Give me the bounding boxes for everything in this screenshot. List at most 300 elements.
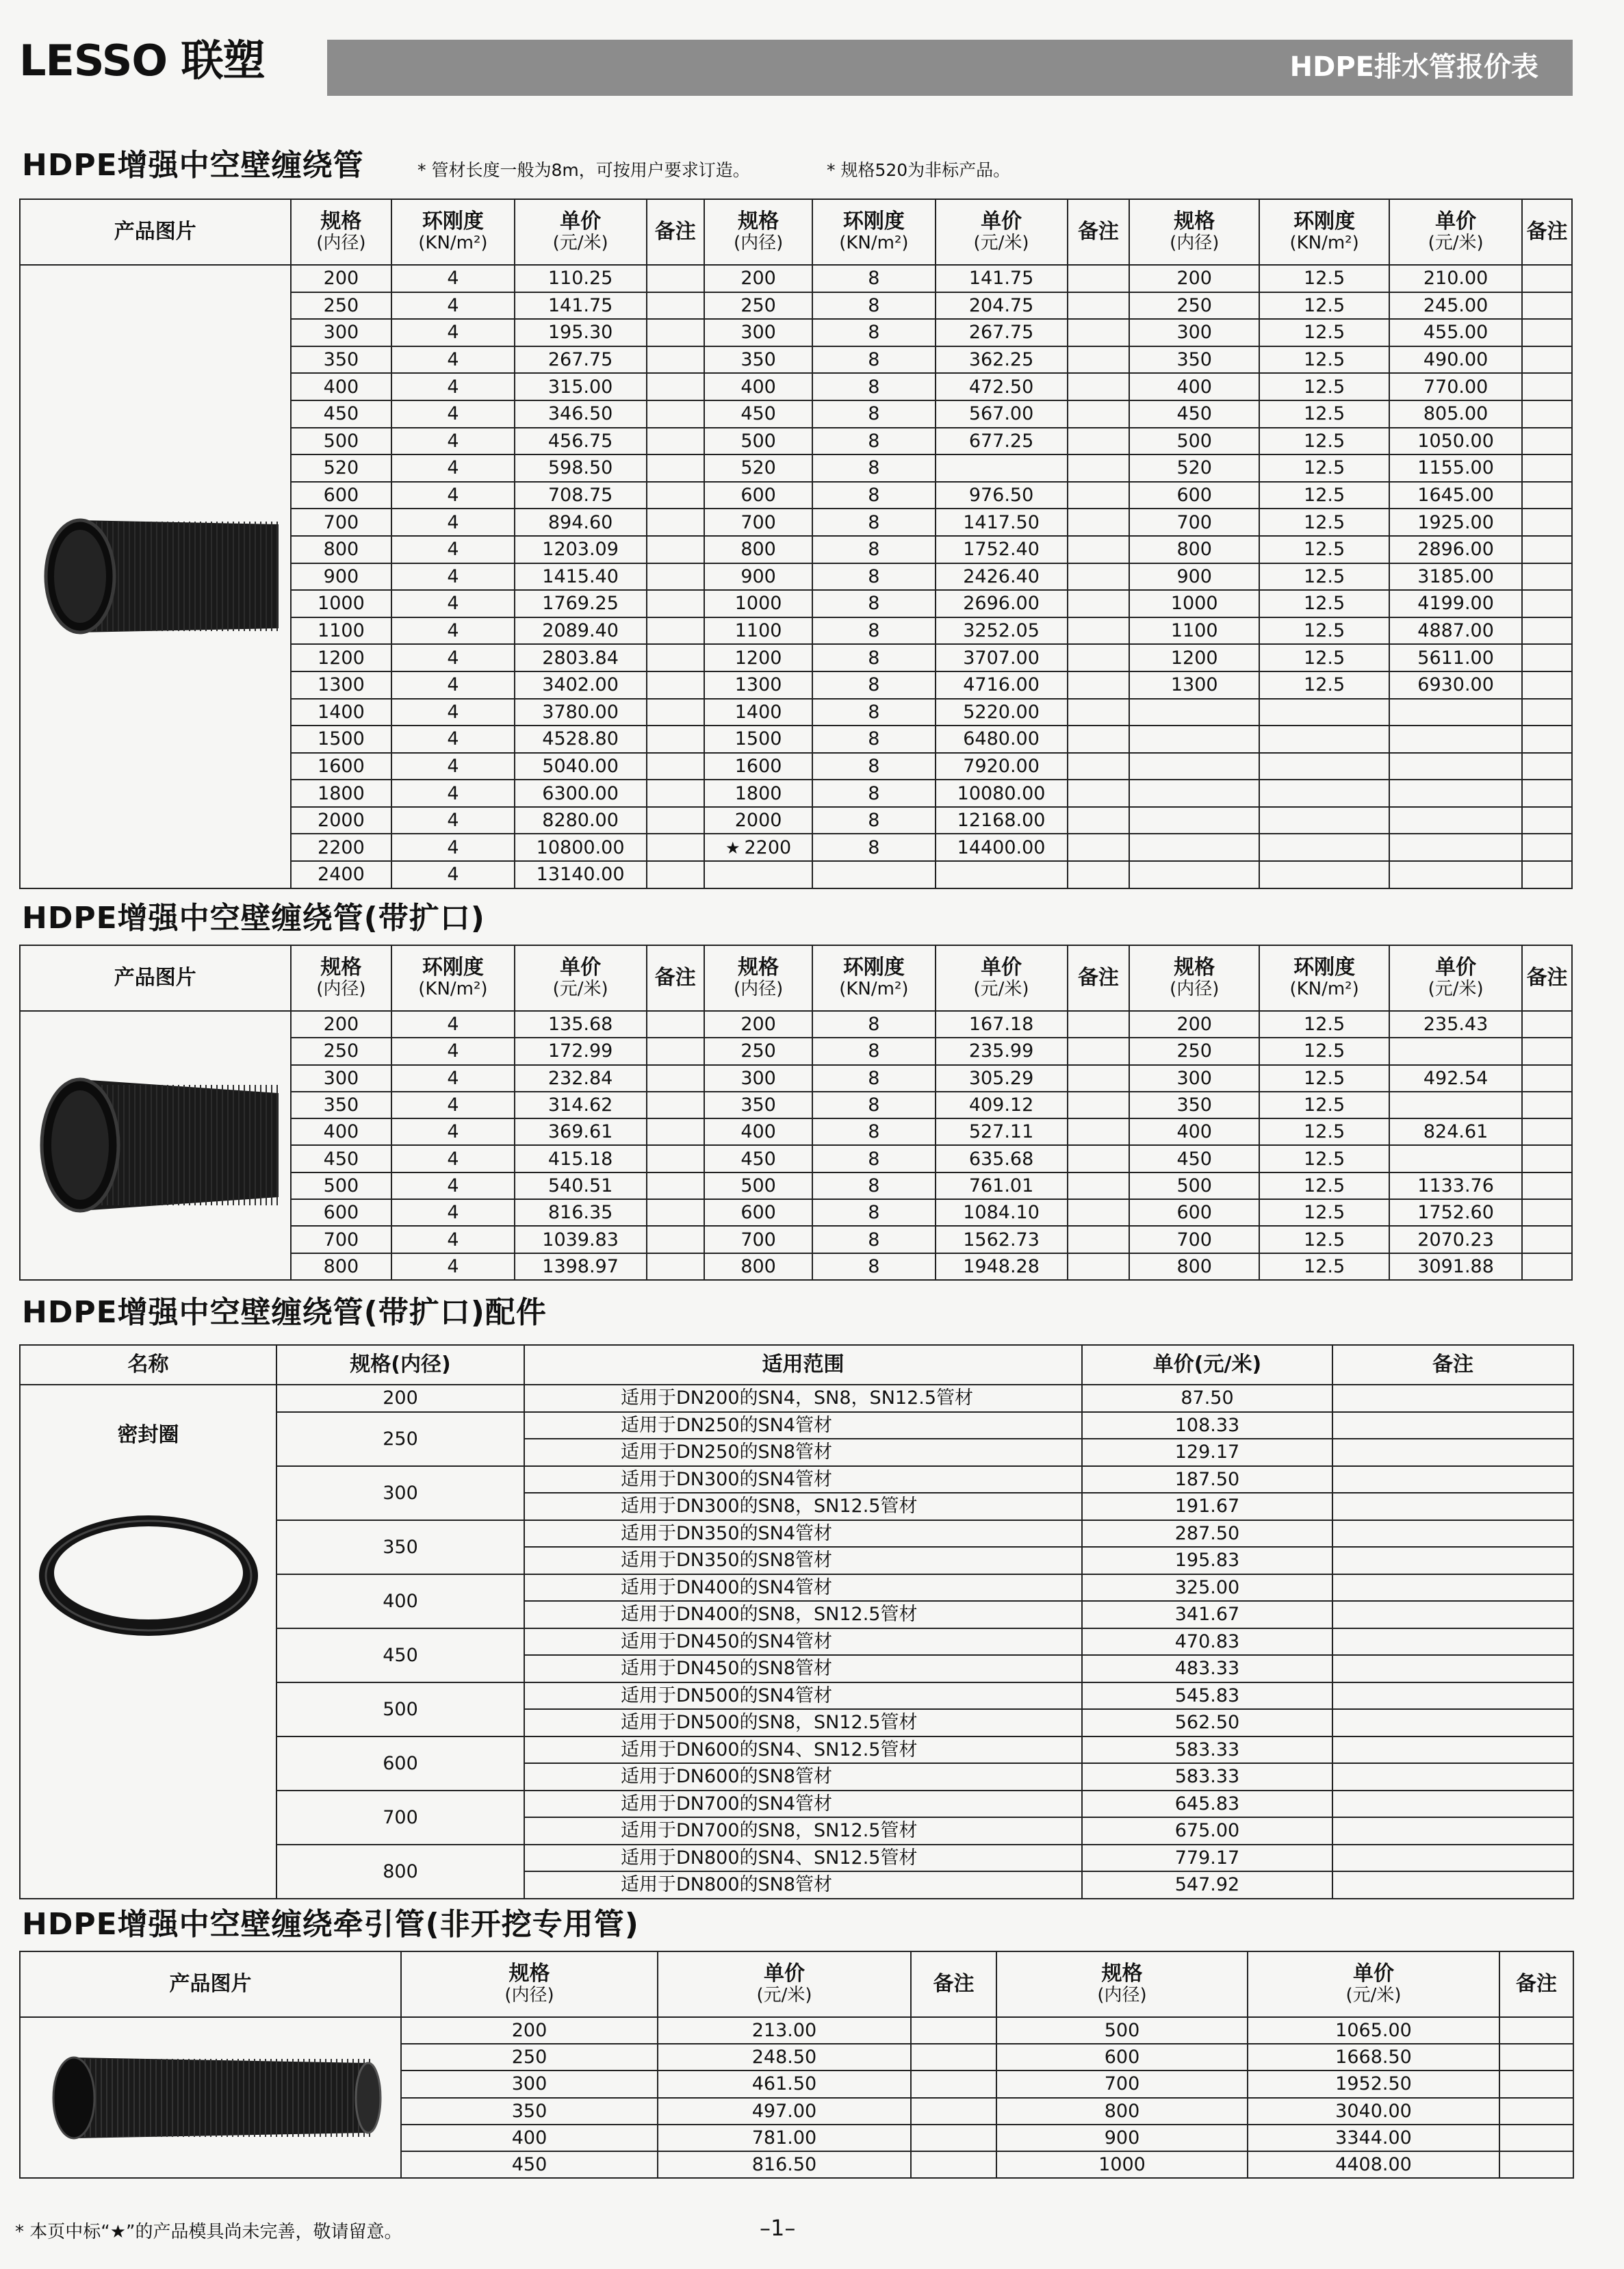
col-remark: 备注: [1068, 199, 1130, 265]
table-cell: 8: [812, 1145, 935, 1172]
remark-cell: [1068, 780, 1130, 807]
table-cell: 8: [812, 373, 935, 400]
spec-cell: 250: [276, 1412, 524, 1466]
table-cell: 12.5: [1259, 563, 1389, 591]
table-cell: 1600: [291, 753, 392, 780]
table-cell: 1084.10: [936, 1199, 1068, 1226]
table-cell: 805.00: [1389, 400, 1522, 428]
table-cell: 1200: [704, 644, 812, 671]
table-cell: 900: [1129, 563, 1259, 591]
remark-cell: [647, 780, 704, 807]
table-cell: 235.43: [1389, 1011, 1522, 1038]
table-cell: 1000: [996, 2151, 1248, 2178]
table-cell: 250: [401, 2044, 658, 2071]
table-cell: 600: [291, 482, 392, 509]
remark-cell: [1522, 861, 1572, 888]
table-cell: 900: [291, 563, 392, 591]
remark-cell: [647, 1118, 704, 1145]
table-cell: 235.99: [936, 1038, 1068, 1064]
col-price: 单价(元/米): [1082, 1345, 1332, 1385]
table-cell: 761.01: [936, 1172, 1068, 1199]
table-cell: 520: [704, 454, 812, 482]
table-cell: 3344.00: [1248, 2125, 1499, 2151]
table-cell: 600: [291, 1199, 392, 1226]
section3-fittings-table: [19, 1344, 1574, 1899]
table-cell: 14400.00: [936, 834, 1068, 861]
remark-cell: [1522, 265, 1572, 292]
table-cell: [1259, 780, 1389, 807]
remark-cell: [1332, 1763, 1573, 1791]
table-cell: 12168.00: [936, 807, 1068, 834]
scope-cell: 适用于DN400的SN8，SN12.5管材: [524, 1601, 1082, 1628]
table-cell: 1500: [704, 726, 812, 753]
table-cell: [1259, 861, 1389, 888]
table-cell: 315.00: [515, 373, 647, 400]
remark-cell: [647, 319, 704, 346]
table-cell: 12.5: [1259, 482, 1389, 509]
remark-cell: [1499, 2071, 1573, 2097]
table-cell: 8: [812, 644, 935, 671]
remark-cell: [911, 2098, 996, 2125]
table-cell: 456.75: [515, 428, 647, 455]
table-row: [20, 1011, 1572, 1038]
remark-cell: [1522, 346, 1572, 374]
col-price: 单价 (元/米): [936, 199, 1068, 265]
remark-cell: [1522, 1226, 1572, 1253]
table-cell: 232.84: [515, 1065, 647, 1092]
remark-cell: [1522, 753, 1572, 780]
spec-cell: 700: [276, 1791, 524, 1845]
remark-cell: [1068, 428, 1130, 455]
remark-cell: [1332, 1628, 1573, 1656]
table-cell: 350: [704, 1092, 812, 1118]
table-cell: 2000: [704, 807, 812, 834]
table-cell: 700: [704, 1226, 812, 1253]
table-cell: [1389, 1145, 1522, 1172]
table-cell: 8280.00: [515, 807, 647, 834]
table-cell: 708.75: [515, 482, 647, 509]
table-cell: 1203.09: [515, 536, 647, 563]
scope-cell: 适用于DN300的SN4管材: [524, 1466, 1082, 1494]
table-cell: 8: [812, 1199, 935, 1226]
price-cell: 583.33: [1082, 1736, 1332, 1764]
price-cell: 645.83: [1082, 1791, 1332, 1818]
remark-cell: [1499, 2017, 1573, 2044]
remark-cell: [1332, 1574, 1573, 1602]
table-cell: 8: [812, 428, 935, 455]
remark-cell: [1332, 1817, 1573, 1845]
col-remark: 备注: [1068, 945, 1130, 1011]
table-cell: 300: [704, 1065, 812, 1092]
table-cell: 10800.00: [515, 834, 647, 861]
remark-cell: [647, 590, 704, 617]
table-cell: 300: [291, 1065, 392, 1092]
table-cell: 4: [391, 536, 514, 563]
table-cell: 4: [391, 563, 514, 591]
remark-cell: [647, 1145, 704, 1172]
table-cell: 2070.23: [1389, 1226, 1522, 1253]
table-cell: 4: [391, 373, 514, 400]
table-cell: 200: [1129, 1011, 1259, 1038]
remark-cell: [1332, 1385, 1573, 1412]
table-cell: 6930.00: [1389, 671, 1522, 699]
section1-note-520: * 规格520为非标产品。: [827, 160, 1011, 180]
table-cell: 350: [1129, 1092, 1259, 1118]
price-cell: 108.33: [1082, 1412, 1332, 1439]
table-cell: 1925.00: [1389, 509, 1522, 536]
table-cell: 12.5: [1259, 319, 1389, 346]
table-cell: 1300: [704, 671, 812, 699]
table-cell: 3185.00: [1389, 563, 1522, 591]
remark-cell: [1332, 1547, 1573, 1574]
remark-cell: [647, 1065, 704, 1092]
section1-note-length: * 管材长度一般为8m，可按用户要求订造。: [417, 160, 750, 180]
table-cell: 400: [1129, 1118, 1259, 1145]
table-cell: [1389, 1092, 1522, 1118]
table-cell: [1129, 834, 1259, 861]
table-cell: 167.18: [936, 1011, 1068, 1038]
col-remark-a: 备注: [911, 1951, 996, 2017]
scope-cell: 适用于DN700的SN8，SN12.5管材: [524, 1817, 1082, 1845]
table-cell: 400: [1129, 373, 1259, 400]
table-cell: 12.5: [1259, 400, 1389, 428]
remark-cell: [1068, 807, 1130, 834]
table-cell: 305.29: [936, 1065, 1068, 1092]
table-cell: 4: [391, 1145, 514, 1172]
header-bar: [327, 40, 1573, 96]
remark-cell: [1522, 834, 1572, 861]
table-cell: 4: [391, 834, 514, 861]
remark-cell: [1522, 1145, 1572, 1172]
table-cell: 1752.40: [936, 536, 1068, 563]
flared-pipe-image: [20, 1011, 291, 1280]
table-cell: 450: [704, 400, 812, 428]
table-cell: [936, 454, 1068, 482]
price-cell: 187.50: [1082, 1466, 1332, 1494]
remark-cell: [1522, 671, 1572, 699]
table-cell: 415.18: [515, 1145, 647, 1172]
price-cell: 287.50: [1082, 1520, 1332, 1548]
table-cell: 1600: [704, 753, 812, 780]
remark-cell: [647, 1038, 704, 1064]
remark-cell: [1068, 617, 1130, 645]
col-price-b: 单价 (元/米): [1248, 1951, 1499, 2017]
table-cell: 213.00: [658, 2017, 911, 2044]
table-cell: 800: [704, 536, 812, 563]
remark-cell: [1522, 807, 1572, 834]
spec-cell: 450: [276, 1628, 524, 1682]
remark-cell: [1332, 1466, 1573, 1494]
table-cell: 4: [391, 509, 514, 536]
table-cell: 12.5: [1259, 536, 1389, 563]
scope-cell: 适用于DN500的SN8，SN12.5管材: [524, 1709, 1082, 1736]
table-cell: 250: [704, 292, 812, 320]
table-cell: 300: [291, 319, 392, 346]
page-number: –1–: [760, 2215, 796, 2241]
remark-cell: [1068, 671, 1130, 699]
table-cell: 894.60: [515, 509, 647, 536]
table-cell: 8: [812, 671, 935, 699]
table-cell: [1129, 807, 1259, 834]
col-price: 单价 (元/米): [1389, 945, 1522, 1011]
table-cell: 500: [704, 428, 812, 455]
table-cell: 1645.00: [1389, 482, 1522, 509]
table-cell: 200: [291, 1011, 392, 1038]
col-price: 单价 (元/米): [515, 199, 647, 265]
remark-cell: [647, 400, 704, 428]
price-cell: 341.67: [1082, 1601, 1332, 1628]
table-cell: 1398.97: [515, 1253, 647, 1280]
table-cell: 2089.40: [515, 617, 647, 645]
remark-cell: [647, 861, 704, 888]
section2-price-table: [19, 945, 1573, 1281]
remark-cell: [1332, 1439, 1573, 1466]
price-cell: 470.83: [1082, 1628, 1332, 1656]
section2-title: HDPE增强中空壁缠绕管(带扩口): [22, 901, 485, 936]
spec-cell: 400: [276, 1574, 524, 1628]
remark-cell: [1522, 1092, 1572, 1118]
table-cell: 8: [812, 699, 935, 726]
table-cell: 8: [812, 1118, 935, 1145]
table-cell: 2400: [291, 861, 392, 888]
table-cell: 12.5: [1259, 590, 1389, 617]
table-cell: 8: [812, 563, 935, 591]
remark-cell: [1332, 1601, 1573, 1628]
table-cell: 4: [391, 1226, 514, 1253]
table-row: [20, 1385, 1573, 1412]
table-cell: [936, 861, 1068, 888]
table-cell: 3040.00: [1248, 2098, 1499, 2125]
col-stiffness: 环刚度 (KN/m²): [812, 199, 935, 265]
col-image: 产品图片: [20, 1951, 401, 2017]
table-cell: 350: [291, 346, 392, 374]
table-cell: 12.5: [1259, 509, 1389, 536]
table-cell: 8: [812, 617, 935, 645]
table-cell: 1400: [704, 699, 812, 726]
table-cell: 12.5: [1259, 454, 1389, 482]
col-remark: 备注: [1332, 1345, 1573, 1385]
table-cell: 4: [391, 1011, 514, 1038]
table-cell: 2803.84: [515, 644, 647, 671]
table-cell: [1129, 753, 1259, 780]
remark-cell: [1068, 1226, 1130, 1253]
remark-cell: [1499, 2125, 1573, 2151]
table-cell: 4: [391, 346, 514, 374]
table-cell: 12.5: [1259, 1065, 1389, 1092]
table-cell: 362.25: [936, 346, 1068, 374]
table-cell: 500: [1129, 428, 1259, 455]
table-cell: 700: [291, 1226, 392, 1253]
table-cell: [1389, 780, 1522, 807]
table-cell: 314.62: [515, 1092, 647, 1118]
remark-cell: [1068, 644, 1130, 671]
jacking-pipe-image: [20, 2017, 401, 2178]
table-cell: 8: [812, 509, 935, 536]
remark-cell: [647, 482, 704, 509]
price-cell: 675.00: [1082, 1817, 1332, 1845]
table-cell: 4: [391, 671, 514, 699]
seal-ring-image: [21, 1507, 276, 1644]
remark-cell: [1068, 536, 1130, 563]
remark-cell: [647, 1011, 704, 1038]
table-cell: 2000: [291, 807, 392, 834]
table-cell: 1800: [704, 780, 812, 807]
col-remark: 备注: [1522, 945, 1572, 1011]
table-cell: 5220.00: [936, 699, 1068, 726]
spec-cell: 800: [276, 1845, 524, 1899]
section3-title: HDPE增强中空壁缠绕管(带扩口)配件: [22, 1295, 547, 1330]
table-cell: 267.75: [515, 346, 647, 374]
remark-cell: [1068, 563, 1130, 591]
table-cell: 450: [704, 1145, 812, 1172]
table-cell: [1389, 807, 1522, 834]
table-cell: 492.54: [1389, 1065, 1522, 1092]
scope-cell: 适用于DN600的SN4、SN12.5管材: [524, 1736, 1082, 1764]
table-cell: 300: [704, 319, 812, 346]
table-cell: 1200: [1129, 644, 1259, 671]
table-cell: 450: [401, 2151, 658, 2178]
table-cell: 567.00: [936, 400, 1068, 428]
table-cell: [812, 861, 935, 888]
remark-cell: [647, 373, 704, 400]
table-cell: 5611.00: [1389, 644, 1522, 671]
remark-cell: [1068, 1145, 1130, 1172]
remark-cell: [647, 1226, 704, 1253]
table-cell: [1259, 807, 1389, 834]
col-remark-b: 备注: [1499, 1951, 1573, 2017]
table-cell: 3402.00: [515, 671, 647, 699]
table-cell: 267.75: [936, 319, 1068, 346]
table-cell: 4: [391, 726, 514, 753]
table-cell: 8: [812, 780, 935, 807]
table-cell: 10080.00: [936, 780, 1068, 807]
table-cell: 12.5: [1259, 1038, 1389, 1064]
table-cell: 1769.25: [515, 590, 647, 617]
remark-cell: [911, 2151, 996, 2178]
table-cell: 250: [291, 292, 392, 320]
col-price-a: 单价 (元/米): [658, 1951, 911, 2017]
table-cell: 1300: [291, 671, 392, 699]
col-spec: 规格 (内径): [1129, 199, 1259, 265]
table-cell: 527.11: [936, 1118, 1068, 1145]
table-cell: [1259, 699, 1389, 726]
table-cell: 600: [704, 1199, 812, 1226]
col-scope: 适用范围: [524, 1345, 1082, 1385]
remark-cell: [1068, 1118, 1130, 1145]
remark-cell: [1522, 292, 1572, 320]
price-cell: 562.50: [1082, 1709, 1332, 1736]
table-cell: 4: [391, 400, 514, 428]
table-cell: 800: [291, 1253, 392, 1280]
table-cell: 8: [812, 400, 935, 428]
table-cell: 4: [391, 1199, 514, 1226]
table-cell: 4: [391, 482, 514, 509]
table-cell: 1668.50: [1248, 2044, 1499, 2071]
table-cell: 346.50: [515, 400, 647, 428]
col-spec: 规格 (内径): [1129, 945, 1259, 1011]
table-row: [20, 265, 1572, 292]
table-cell: 600: [704, 482, 812, 509]
table-cell: 700: [1129, 1226, 1259, 1253]
col-remark: 备注: [647, 945, 704, 1011]
remark-cell: [1068, 373, 1130, 400]
table-cell: 12.5: [1259, 1145, 1389, 1172]
remark-cell: [1068, 1011, 1130, 1038]
remark-cell: [1068, 319, 1130, 346]
table-cell: 4716.00: [936, 671, 1068, 699]
remark-cell: [1332, 1682, 1573, 1710]
remark-cell: [1522, 726, 1572, 753]
remark-cell: [1522, 482, 1572, 509]
table-cell: 8: [812, 753, 935, 780]
remark-cell: [647, 346, 704, 374]
table-cell: 200: [401, 2017, 658, 2044]
table-cell: 4199.00: [1389, 590, 1522, 617]
remark-cell: [1068, 1172, 1130, 1199]
table-cell: 4: [391, 780, 514, 807]
table-cell: 200: [704, 1011, 812, 1038]
table-cell: 700: [704, 509, 812, 536]
table-cell: [1389, 1038, 1522, 1064]
col-spec-b: 规格 (内径): [996, 1951, 1248, 2017]
table-cell: 12.5: [1259, 1199, 1389, 1226]
spec-cell: 350: [276, 1520, 524, 1574]
page-title: HDPE排水管报价表: [1289, 51, 1538, 83]
pipe-image: [20, 265, 291, 888]
table-cell: 816.50: [658, 2151, 911, 2178]
table-cell: 8: [812, 726, 935, 753]
table-cell: 824.61: [1389, 1118, 1522, 1145]
table-cell: 369.61: [515, 1118, 647, 1145]
table-cell: 12.5: [1259, 373, 1389, 400]
table-cell: 400: [704, 373, 812, 400]
table-cell: 700: [1129, 509, 1259, 536]
table-cell: 4408.00: [1248, 2151, 1499, 2178]
table-cell: 1000: [291, 590, 392, 617]
table-cell: 4: [391, 292, 514, 320]
table-cell: 210.00: [1389, 265, 1522, 292]
remark-cell: [647, 834, 704, 861]
scope-cell: 适用于DN450的SN4管材: [524, 1628, 1082, 1656]
price-cell: 195.83: [1082, 1547, 1332, 1574]
table-cell: 8: [812, 834, 935, 861]
remark-cell: [1332, 1493, 1573, 1520]
table-cell: 1948.28: [936, 1253, 1068, 1280]
remark-cell: [1068, 1092, 1130, 1118]
remark-cell: [1522, 563, 1572, 591]
table-cell: [1389, 861, 1522, 888]
table-cell: 8: [812, 536, 935, 563]
remark-cell: [1522, 428, 1572, 455]
table-cell: 800: [1129, 536, 1259, 563]
price-cell: 545.83: [1082, 1682, 1332, 1710]
table-cell: 4: [391, 1092, 514, 1118]
remark-cell: [911, 2017, 996, 2044]
table-cell: 350: [401, 2098, 658, 2125]
table-cell: 110.25: [515, 265, 647, 292]
table-cell: 4528.80: [515, 726, 647, 753]
table-cell: 300: [401, 2071, 658, 2097]
spec-cell: 500: [276, 1682, 524, 1736]
table-cell: 350: [1129, 346, 1259, 374]
col-stiffness: 环刚度 (KN/m²): [1259, 945, 1389, 1011]
remark-cell: [1522, 1199, 1572, 1226]
scope-cell: 适用于DN450的SN8管材: [524, 1655, 1082, 1682]
table-cell: 3091.88: [1389, 1253, 1522, 1280]
table-cell: [1259, 753, 1389, 780]
col-spec: 规格 (内径): [291, 199, 392, 265]
table-cell: 4887.00: [1389, 617, 1522, 645]
